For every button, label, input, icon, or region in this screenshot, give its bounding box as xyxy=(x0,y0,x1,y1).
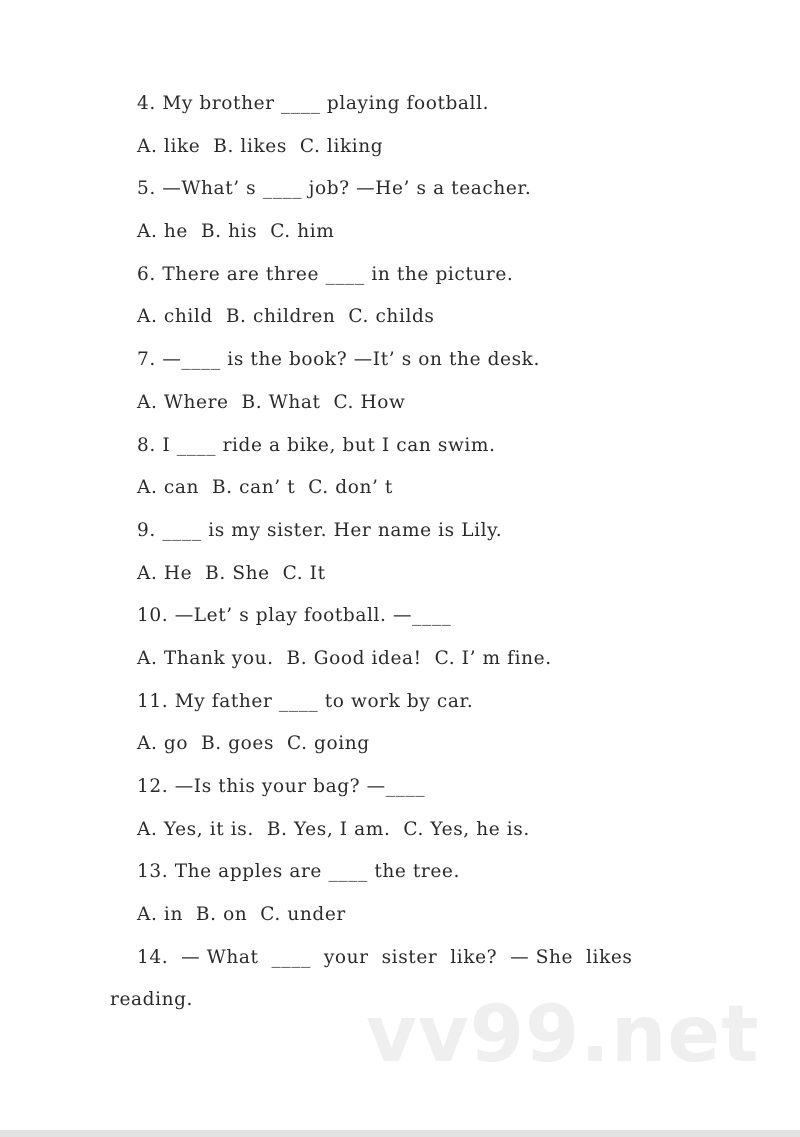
question-7-options: A. Where B. What C. How xyxy=(137,391,406,413)
question-14-stem: 14. — What ____ your sister like? — She likes xyxy=(137,946,633,968)
question-13-stem: 13. The apples are ____ the tree. xyxy=(137,861,460,883)
question-7-stem: 7. —____ is the book? —It’ s on the desk. xyxy=(137,349,540,371)
question-11-stem: 11. My father ____ to work by car. xyxy=(137,690,474,712)
question-10-options: A. Thank you. B. Good idea! C. I’ m fine. xyxy=(137,647,552,669)
question-12-stem: 12. —Is this your bag? —____ xyxy=(137,776,426,797)
question-list xyxy=(137,87,737,983)
question-8-options: A. can B. can’ t C. don’ t xyxy=(137,477,393,499)
question-10-stem: 10. —Let’ s play football. —____ xyxy=(137,605,452,627)
question-5-options: A. he B. his C. him xyxy=(137,221,335,243)
question-14-stem-continuation: reading. xyxy=(110,989,194,1010)
watermark: vv99.net xyxy=(366,990,760,1080)
question-12-options: A. Yes, it is. B. Yes, I am. C. Yes, he is. xyxy=(137,818,530,840)
question-9-options: A. He B. She C. It xyxy=(137,562,326,584)
question-5-stem: 5. —What’ s ____ job? —He’ s a teacher. xyxy=(137,178,532,200)
question-8-stem: 8. I ____ ride a bike, but I can swim. xyxy=(137,434,496,456)
question-9-stem: 9. ____ is my sister. Her name is Lily. xyxy=(137,519,503,541)
question-4-options: A. like B. likes C. liking xyxy=(137,135,384,157)
question-13-options: A. in B. on C. under xyxy=(137,904,346,926)
question-6-stem: 6. There are three ____ in the picture. xyxy=(137,263,514,285)
page-bottom-edge xyxy=(0,1130,800,1137)
question-6-options: A. child B. children C. childs xyxy=(137,306,435,328)
question-11-options: A. go B. goes C. going xyxy=(137,733,370,755)
question-4-stem: 4. My brother ____ playing football. xyxy=(137,93,490,114)
